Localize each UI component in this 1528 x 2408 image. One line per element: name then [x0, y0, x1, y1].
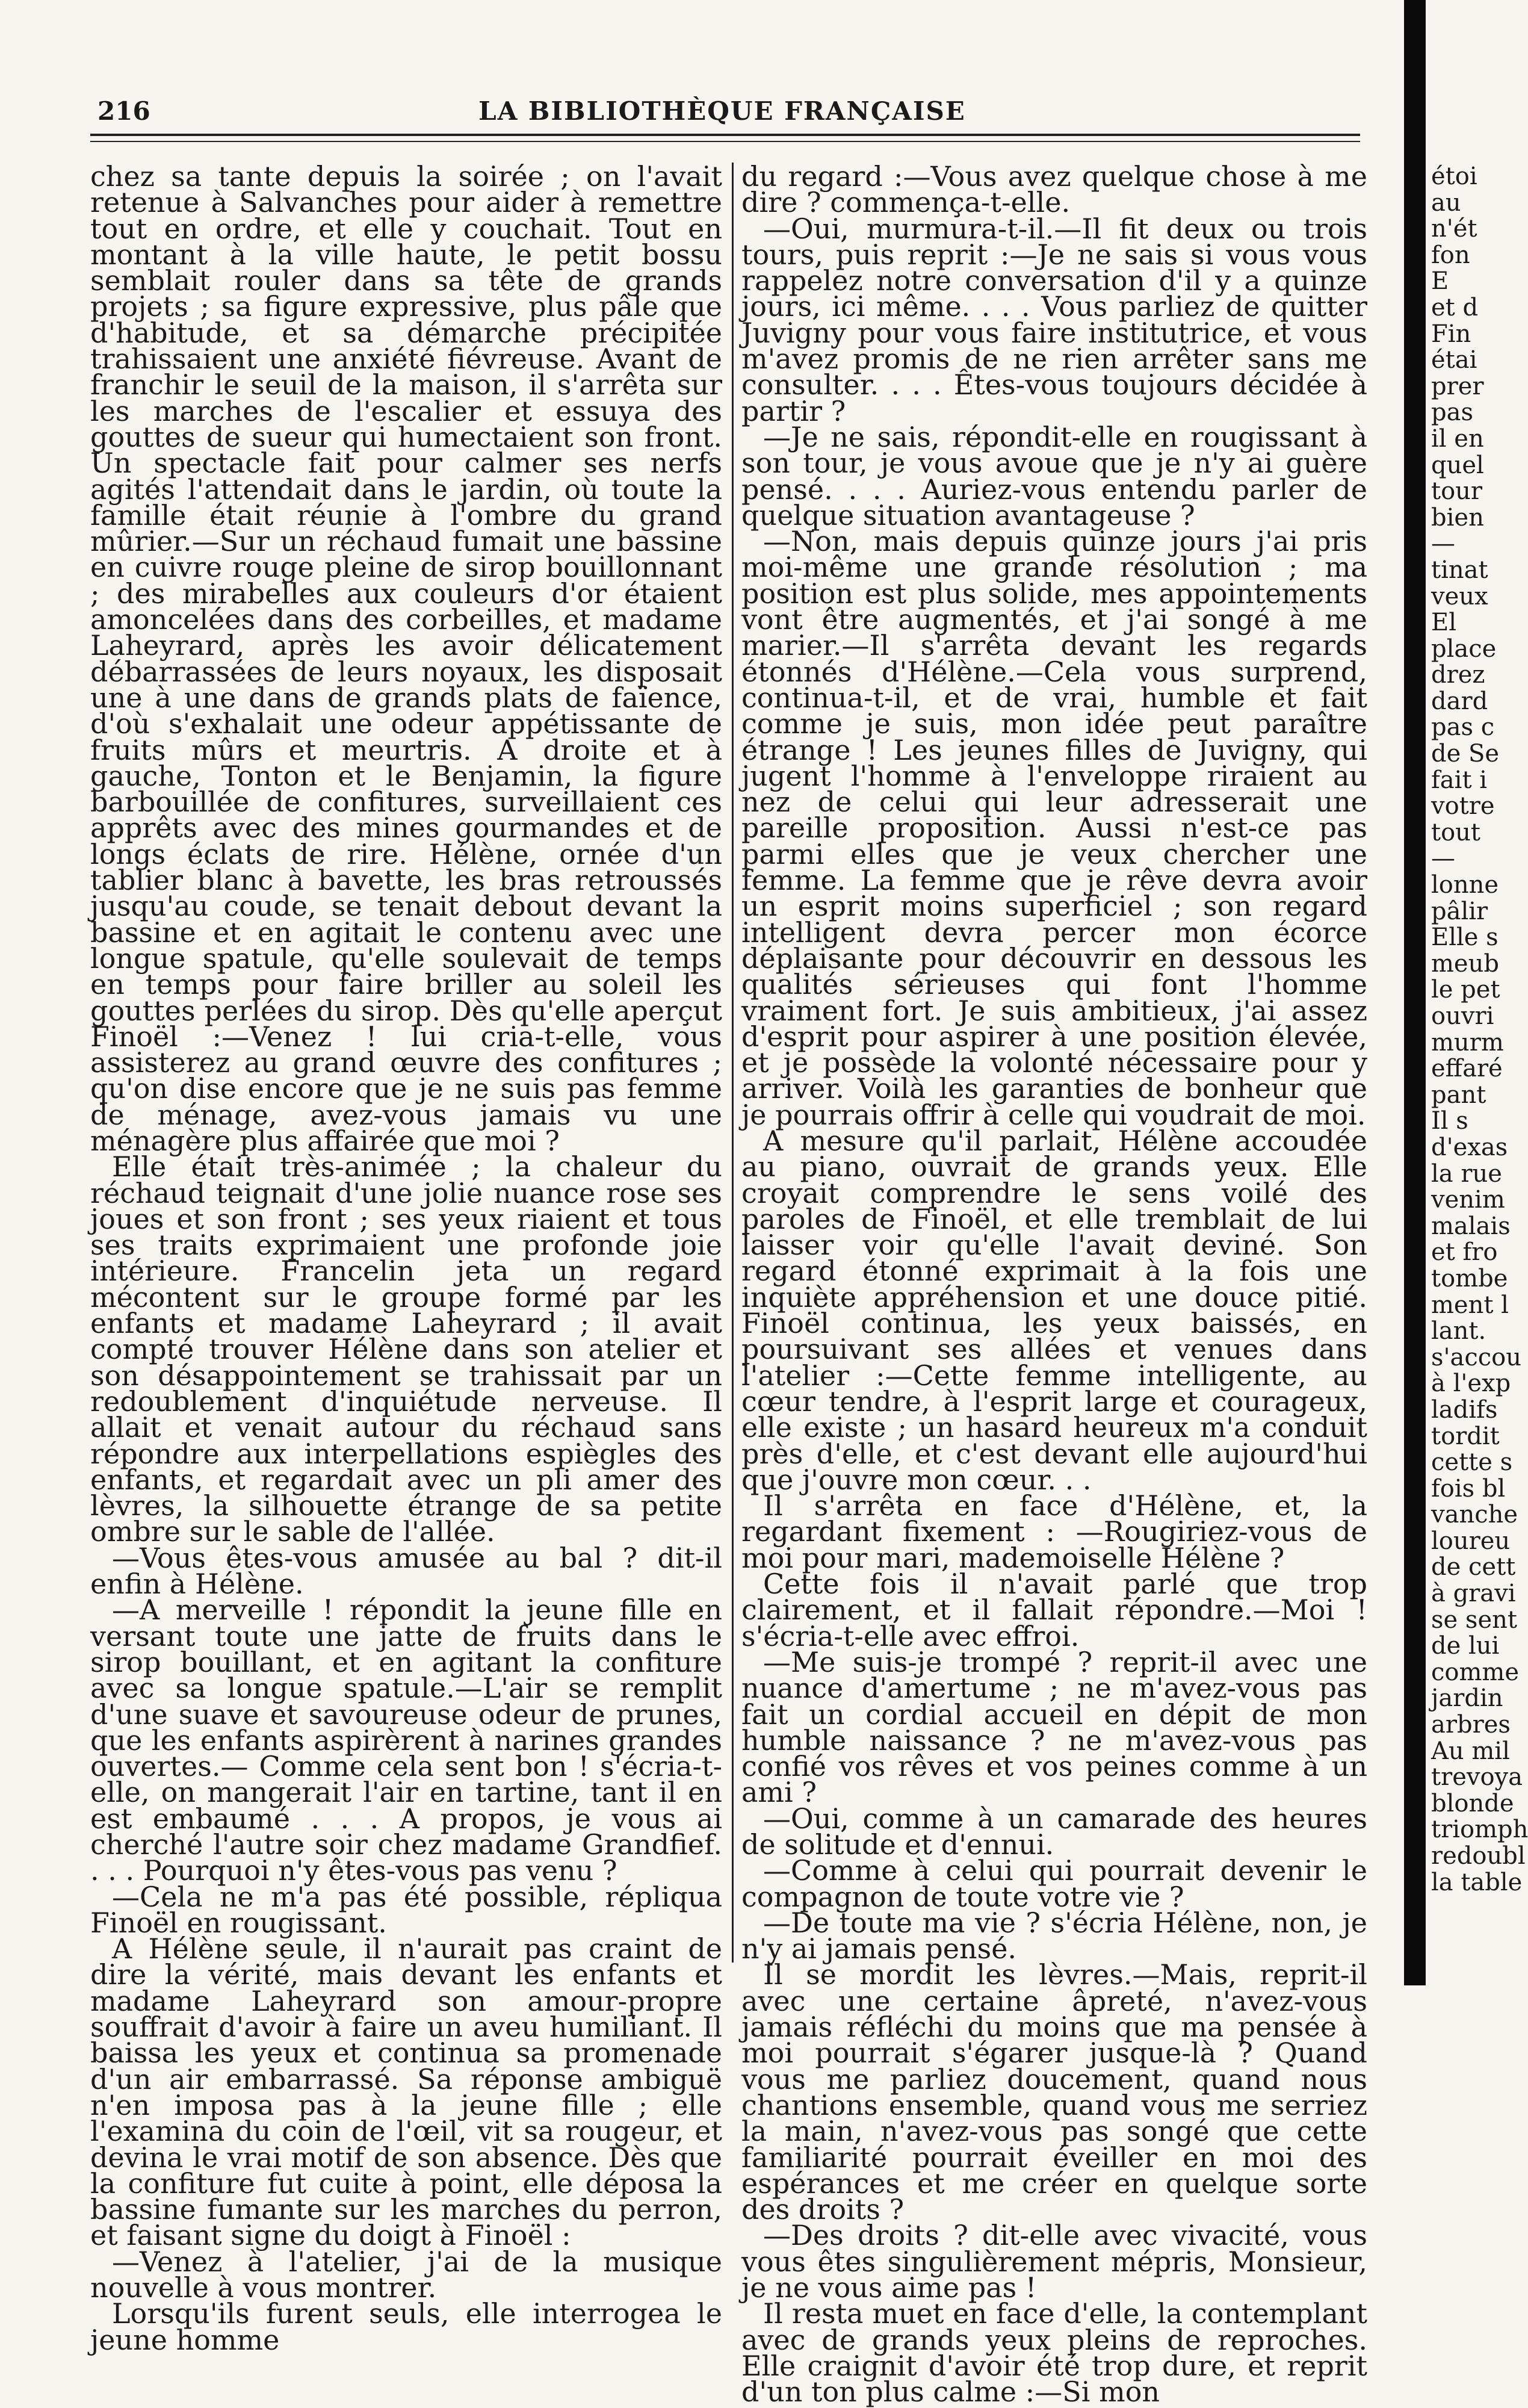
fragment-line: meub	[1431, 949, 1499, 978]
paragraph: —Venez à l'atelier, j'ai de la musique nouvelle à vous montrer.	[90, 2245, 722, 2304]
fragment-line: le pet	[1431, 976, 1500, 1004]
header-rule-top	[90, 134, 1360, 136]
page-header	[90, 96, 1354, 130]
fragment-line: au	[1431, 188, 1461, 217]
paragraph: —Oui, comme à un camarade des heures de solitude et d'ennui.	[741, 1802, 1367, 1861]
paragraph: Lorsqu'ils furent seuls, elle interrogea le jeune homme	[90, 2297, 722, 2356]
fragment-line: la table	[1431, 1868, 1523, 1896]
fragment-line: jardin	[1431, 1684, 1503, 1713]
fragment-line: place	[1431, 635, 1497, 663]
page-number: 216	[97, 96, 150, 126]
fragment-line: fois bl	[1431, 1474, 1506, 1503]
fragment-line: dard	[1431, 687, 1488, 715]
paragraph: —Des droits ? dit-elle avec vivacité, vous vous êtes singulièrement mépris, Monsieur, je ne vous aime pas !	[741, 2219, 1367, 2304]
fragment-line: de Se	[1431, 740, 1500, 768]
paragraph: —Cela ne m'a pas été possible, répliqua Finoël en rougissant.	[90, 1880, 722, 1939]
fragment-line: comme	[1431, 1658, 1520, 1686]
fragment-line: il en	[1431, 424, 1484, 453]
fragment-line: —	[1431, 845, 1455, 873]
fragment-line: trevoya	[1431, 1763, 1523, 1792]
fragment-line: de cett	[1431, 1553, 1516, 1581]
paragraph: du regard :—Vous avez quelque chose à me dire ? commença-t-elle.	[741, 160, 1367, 219]
paragraph: Il se mordit les lèvres.—Mais, reprit-il avec une certaine âpreté, n'avez-vous jamais réfléchi du moins que ma pensée à moi pourrait s'égarer jusque-là ? Quand vous me parliez doucement, quand nous chantions ensemble, quand vous me serriez la main, n'avez-vous pas songé que cette familiarité pourrait éveiller en moi des espérances et me créer en quelque sorte des droits ?	[741, 1958, 1367, 2226]
fragment-line: se sent	[1431, 1606, 1517, 1634]
fragment-line: drez	[1431, 661, 1485, 689]
fragment-line: Elle s	[1431, 923, 1499, 952]
fragment-line: redoubl	[1431, 1842, 1526, 1870]
fragment-line: votre	[1431, 792, 1495, 821]
paragraph: A Hélène seule, il n'aurait pas craint de dire la vérité, mais devant les enfants et madame Laheyrard son amour-propre souffrait d'avoir à faire un aveu humiliant. Il baissa les yeux et continua sa promenade d'un air embarrassé. Sa réponse ambiguë n'en imposa pas à la jeune fille ; elle l'examina du coin de l'œil, vit sa rougeur, et devina le vrai motif de son absence. Dès que la confiture fut cuite à point, elle déposa la bassine fumante sur les marches du perron, et faisant signe du doigt à Finoël :	[90, 1932, 722, 2252]
fragment-line: triomph	[1431, 1816, 1528, 1844]
next-page-fragment	[1431, 163, 1528, 1964]
fragment-line: fait i	[1431, 766, 1488, 794]
fragment-line: Au mil	[1431, 1737, 1510, 1765]
fragment-line: prer	[1431, 372, 1484, 400]
fragment-line: Il s	[1431, 1107, 1468, 1135]
fragment-line: cette s	[1431, 1448, 1513, 1477]
paragraph: Il resta muet en face d'elle, la contemplant avec de grands yeux pleins de reproches. Elle craignit d'avoir été trop dure, et reprit d'un ton plus calme :—Si mon	[741, 2297, 1367, 2408]
fragment-line: bien	[1431, 503, 1484, 532]
fragment-line: ladifs	[1431, 1395, 1498, 1424]
fragment-line: venim	[1431, 1186, 1505, 1214]
fragment-line: El	[1431, 609, 1456, 637]
fragment-line: pant	[1431, 1081, 1486, 1109]
fragment-line: pas	[1431, 399, 1473, 427]
paragraph: —De toute ma vie ? s'écria Hélène, non, je n'y ai jamais pensé.	[741, 1906, 1367, 1966]
fragment-line: tordit	[1431, 1422, 1500, 1450]
fragment-line: quel	[1431, 451, 1484, 479]
fragment-line: vanche	[1431, 1501, 1518, 1529]
fragment-line: —	[1431, 530, 1455, 558]
fragment-line: s'accou	[1431, 1343, 1522, 1371]
column-divider	[732, 163, 734, 1963]
fragment-line: n'ét	[1431, 215, 1477, 243]
fragment-line: à l'exp	[1431, 1370, 1511, 1398]
fragment-line: veux	[1431, 582, 1488, 610]
fragment-line: blonde	[1431, 1789, 1514, 1817]
fragment-line: E	[1431, 267, 1449, 296]
paragraph: —Je ne sais, répondit-elle en rougissant à son tour, je vous avoue que je n'y ai guère pensé. . . . Auriez-vous entendu parler de quelque situation avantageuse ?	[741, 420, 1367, 532]
fragment-line: et d	[1431, 293, 1479, 321]
fragment-line: ment l	[1431, 1291, 1509, 1319]
paragraph: —Non, mais depuis quinze jours j'ai pris moi-même une grande résolution ; ma position est plus solide, mes appointements vont être augmentés, et j'ai songé à me marier.—Il s'arrêta devant les regards étonnés d'Hélène.—Cela vous surprend, continua-t-il, et de vrai, humble et fait comme je suis, mon idée peut paraître étrange ! Les jeunes filles de Juvigny, qui jugent l'homme à l'enveloppe riraient au nez de celui qui leur adresserait une pareille proposition. Aussi n'est-ce pas parmi elles que je veux chercher une femme. La femme que je rêve devra avoir un esprit moins superficiel ; son regard intelligent devra percer mon écorce déplaisante pour découvrir en dessous les qualités sérieuses qui font l'homme vraiment fort. Je suis ambitieux, j'ai assez d'esprit pour aspirer à une position élevée, et je possède la volonté nécessaire pour y arriver. Voilà les garanties de bonheur que je pourrais offrir à celle qui voudrait de moi.	[741, 525, 1367, 1131]
fragment-line: la rue	[1431, 1159, 1502, 1188]
header-rule-bottom	[90, 141, 1360, 142]
fragment-line: murm	[1431, 1028, 1504, 1057]
fragment-line: effaré	[1431, 1055, 1503, 1083]
fragment-line: et fro	[1431, 1238, 1498, 1267]
fragment-line: arbres	[1431, 1711, 1511, 1739]
paragraph: A mesure qu'il parlait, Hélène accoudée au piano, ouvrait de grands yeux. Elle croyait comprendre le sens voilé des paroles de Finoël, et elle tremblait de lui laisser voir qu'elle l'avait deviné. Son regard étonné exprimait à la fois une inquiète appréhension et une douce pitié. Finoël continua, les yeux baissés, en poursuivant ses allées et venues dans l'atelier :—Cette femme intelligente, au cœur tendre, à l'esprit large et courageux, elle existe ; un hasard heureux m'a conduit près d'elle, et c'est devant elle aujourd'hui que j'ouvre mon cœur. . .	[741, 1124, 1367, 1496]
paragraph: —Vous êtes-vous amusée au bal ? dit-il enfin à Hélène.	[90, 1541, 722, 1601]
fragment-line: pâlir	[1431, 897, 1488, 925]
fragment-line: étoi	[1431, 163, 1477, 190]
running-title: LA BIBLIOTHÈQUE FRANÇAISE	[478, 96, 966, 126]
fragment-line: de lui	[1431, 1632, 1500, 1660]
fragment-line: lant.	[1431, 1317, 1486, 1345]
fragment-line: Fin	[1431, 320, 1471, 348]
fragment-line: lonne	[1431, 871, 1499, 899]
middle-text-column	[741, 160, 1367, 2408]
binding-shadow	[1404, 0, 1426, 1985]
paragraph: Cette fois il n'avait parlé que trop clairement, et il fallait répondre.—Moi ! s'écria-t-elle avec effroi.	[741, 1568, 1367, 1652]
paragraph: —Comme à celui qui pourrait devenir le compagnon de toute votre vie ?	[741, 1854, 1367, 1913]
fragment-line: tinat	[1431, 556, 1488, 584]
fragment-line: d'exas	[1431, 1133, 1508, 1161]
paragraph: —Oui, murmura-t-il.—Il fit deux ou trois tours, puis reprit :—Je ne sais si vous vous rappelez notre conversation d'il y a quinze jours, ici même. . . . Vous parliez de quitter Juvigny pour vous faire institutrice, et vous m'avez promis de ne rien arrêter sans me consulter. . . . Êtes-vous toujours décidée à partir ?	[741, 212, 1367, 427]
fragment-line: tout	[1431, 818, 1480, 846]
fragment-line: malais	[1431, 1212, 1511, 1240]
paragraph: —Me suis-je trompé ? reprit-il avec une nuance d'amertume ; ne m'avez-vous pas fait un cordial accueil en dépit de mon humble naissance ? ne m'avez-vous pas confié vos rêves et vos peines comme à un ami ?	[741, 1645, 1367, 1809]
left-text-column	[90, 160, 722, 2356]
fragment-line: tombe	[1431, 1264, 1508, 1292]
paragraph: Elle était très-animée ; la chaleur du réchaud teignait d'une jolie nuance rose ses joues et son front ; ses yeux riaient et tous ses traits exprimaient une profonde joie intérieure. Francelin jeta un regard mécontent sur le groupe formé par les enfants et madame Laheyrard ; il avait compté trouver Hélène dans son atelier et son désappointement se trahissait par un redoublement d'inquiétude nerveuse. Il allait et venait autour du réchaud sans répondre aux interpellations espiègles des enfants, et regardait avec un pli amer des lèvres, la silhouette étrange de sa petite ombre sur le sable de l'allée.	[90, 1150, 722, 1548]
fragment-line: fon	[1431, 241, 1470, 269]
fragment-line: pas c	[1431, 713, 1495, 742]
paragraph: —A merveille ! répondit la jeune fille en versant toute une jatte de fruits dans le sirop bouillant, et en agitant la confiture avec sa longue spatule.—L'air se remplit d'une suave et savoureuse odeur de prunes, que les enfants aspirèrent à narines grandes ouvertes.— Comme cela sent bon ! s'écria-t-elle, on mangerait l'air en tartine, tant il en est embaumé . . . A propos, je vous ai cherché l'autre soir chez madame Grandfief. . . . Pourquoi n'y êtes-vous pas venu ?	[90, 1593, 722, 1887]
fragment-line: ouvri	[1431, 1002, 1494, 1030]
fragment-line: étai	[1431, 346, 1477, 374]
fragment-line: à gravi	[1431, 1580, 1516, 1608]
fragment-line: tour	[1431, 477, 1483, 506]
fragment-line: loureu	[1431, 1527, 1511, 1555]
paragraph: chez sa tante depuis la soirée ; on l'avait retenue à Salvanches pour aider à remettre tout en ordre, et elle y couchait. Tout en montant à la ville haute, le petit bossu semblait rouler dans sa tête de grands projets ; sa figure expressive, plus pâle que d'habitude, et sa démarche précipitée trahissaient une anxiété fiévreuse. Avant de franchir le seuil de la maison, il s'arrêta sur les marches de l'escalier et essuya des gouttes de sueur qui humectaient son front. Un spectacle fait pour calmer ses nerfs agités l'attendait dans le jardin, où toute la famille était réunie à l'ombre du grand mûrier.—Sur un réchaud fumait une bassine en cuivre rouge pleine de sirop bouillonnant ; des mirabelles aux couleurs d'or étaient amoncelées dans des corbeilles, et madame Laheyrard, après les avoir délicatement débarrassées de leurs noyaux, les disposait une à une dans de grands plats de faïence, d'où s'exhalait une odeur appétissante de fruits mûrs et meurtris. A droite et à gauche, Tonton et le Benjamin, la figure barbouillée de confitures, surveillaient ces apprêts avec des mines gourmandes et de longs éclats de rire. Hélène, ornée d'un tablier blanc à bavette, les bras retroussés jusqu'au coude, se tenait debout devant la bassine et en agitait le contenu avec une longue spatule, qu'elle soulevait de temps en temps pour faire briller au soleil les gouttes perlées du sirop. Dès qu'elle aperçut Finoël :—Venez ! lui cria-t-elle, vous assisterez au grand œuvre des confitures ; qu'on dise encore que je ne suis pas femme de ménage, avez-vous jamais vu une ménagère plus affairée que moi ?	[90, 160, 722, 1157]
paragraph: Il s'arrêta en face d'Hélène, et, la regardant fixement : —Rougiriez-vous de moi pour mari, mademoiselle Hélène ?	[741, 1489, 1367, 1574]
